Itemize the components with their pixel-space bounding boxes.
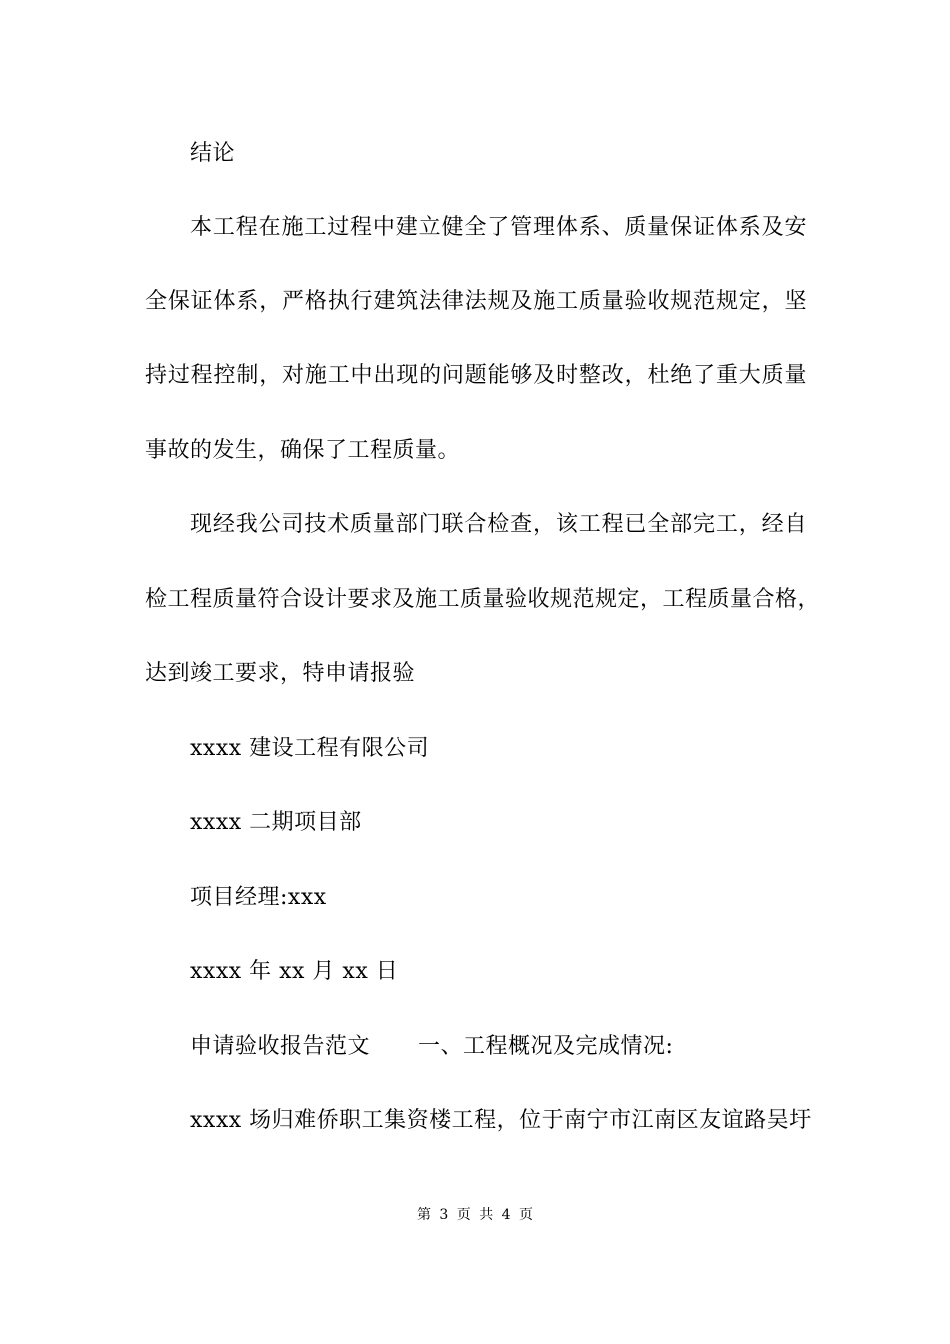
section-subtitle: 一、工程概况及完成情况:: [418, 1034, 674, 1059]
paragraph1-line4: 事故的发生，确保了工程质量。: [145, 438, 461, 463]
paragraph2-line3: 达到竣工要求，特申请报验: [145, 661, 416, 686]
paragraph2-line1: 现经我公司技术质量部门联合检查，该工程已全部完工，经自: [190, 512, 807, 537]
heading-conclusion: 结论: [190, 141, 236, 166]
page-number-footer: 第 3 页 共 4 页: [416, 1207, 534, 1223]
section-title: 申请验收报告范文: [190, 1034, 371, 1059]
company-name: xxxx 建设工程有限公司: [190, 736, 430, 761]
project-description-line: xxxx 场归难侨职工集资楼工程，位于南宁市江南区友谊路吴圩: [190, 1108, 812, 1133]
paragraph2-line2: 检工程质量符合设计要求及施工质量验收规范规定，工程质量合格，: [145, 587, 821, 612]
paragraph1-line2: 全保证体系，严格执行建筑法律法规及施工质量验收规范规定，坚: [145, 289, 807, 314]
department-name: xxxx 二期项目部: [190, 810, 362, 835]
report-date: xxxx 年 xx 月 xx 日: [190, 959, 399, 984]
paragraph1-line1: 本工程在施工过程中建立健全了管理体系、质量保证体系及安: [190, 215, 807, 240]
project-manager: 项目经理:xxx: [190, 885, 327, 910]
paragraph1-line3: 持过程控制，对施工中出现的问题能够及时整改，杜绝了重大质量: [145, 363, 807, 388]
section-heading: [190, 1032, 870, 1062]
